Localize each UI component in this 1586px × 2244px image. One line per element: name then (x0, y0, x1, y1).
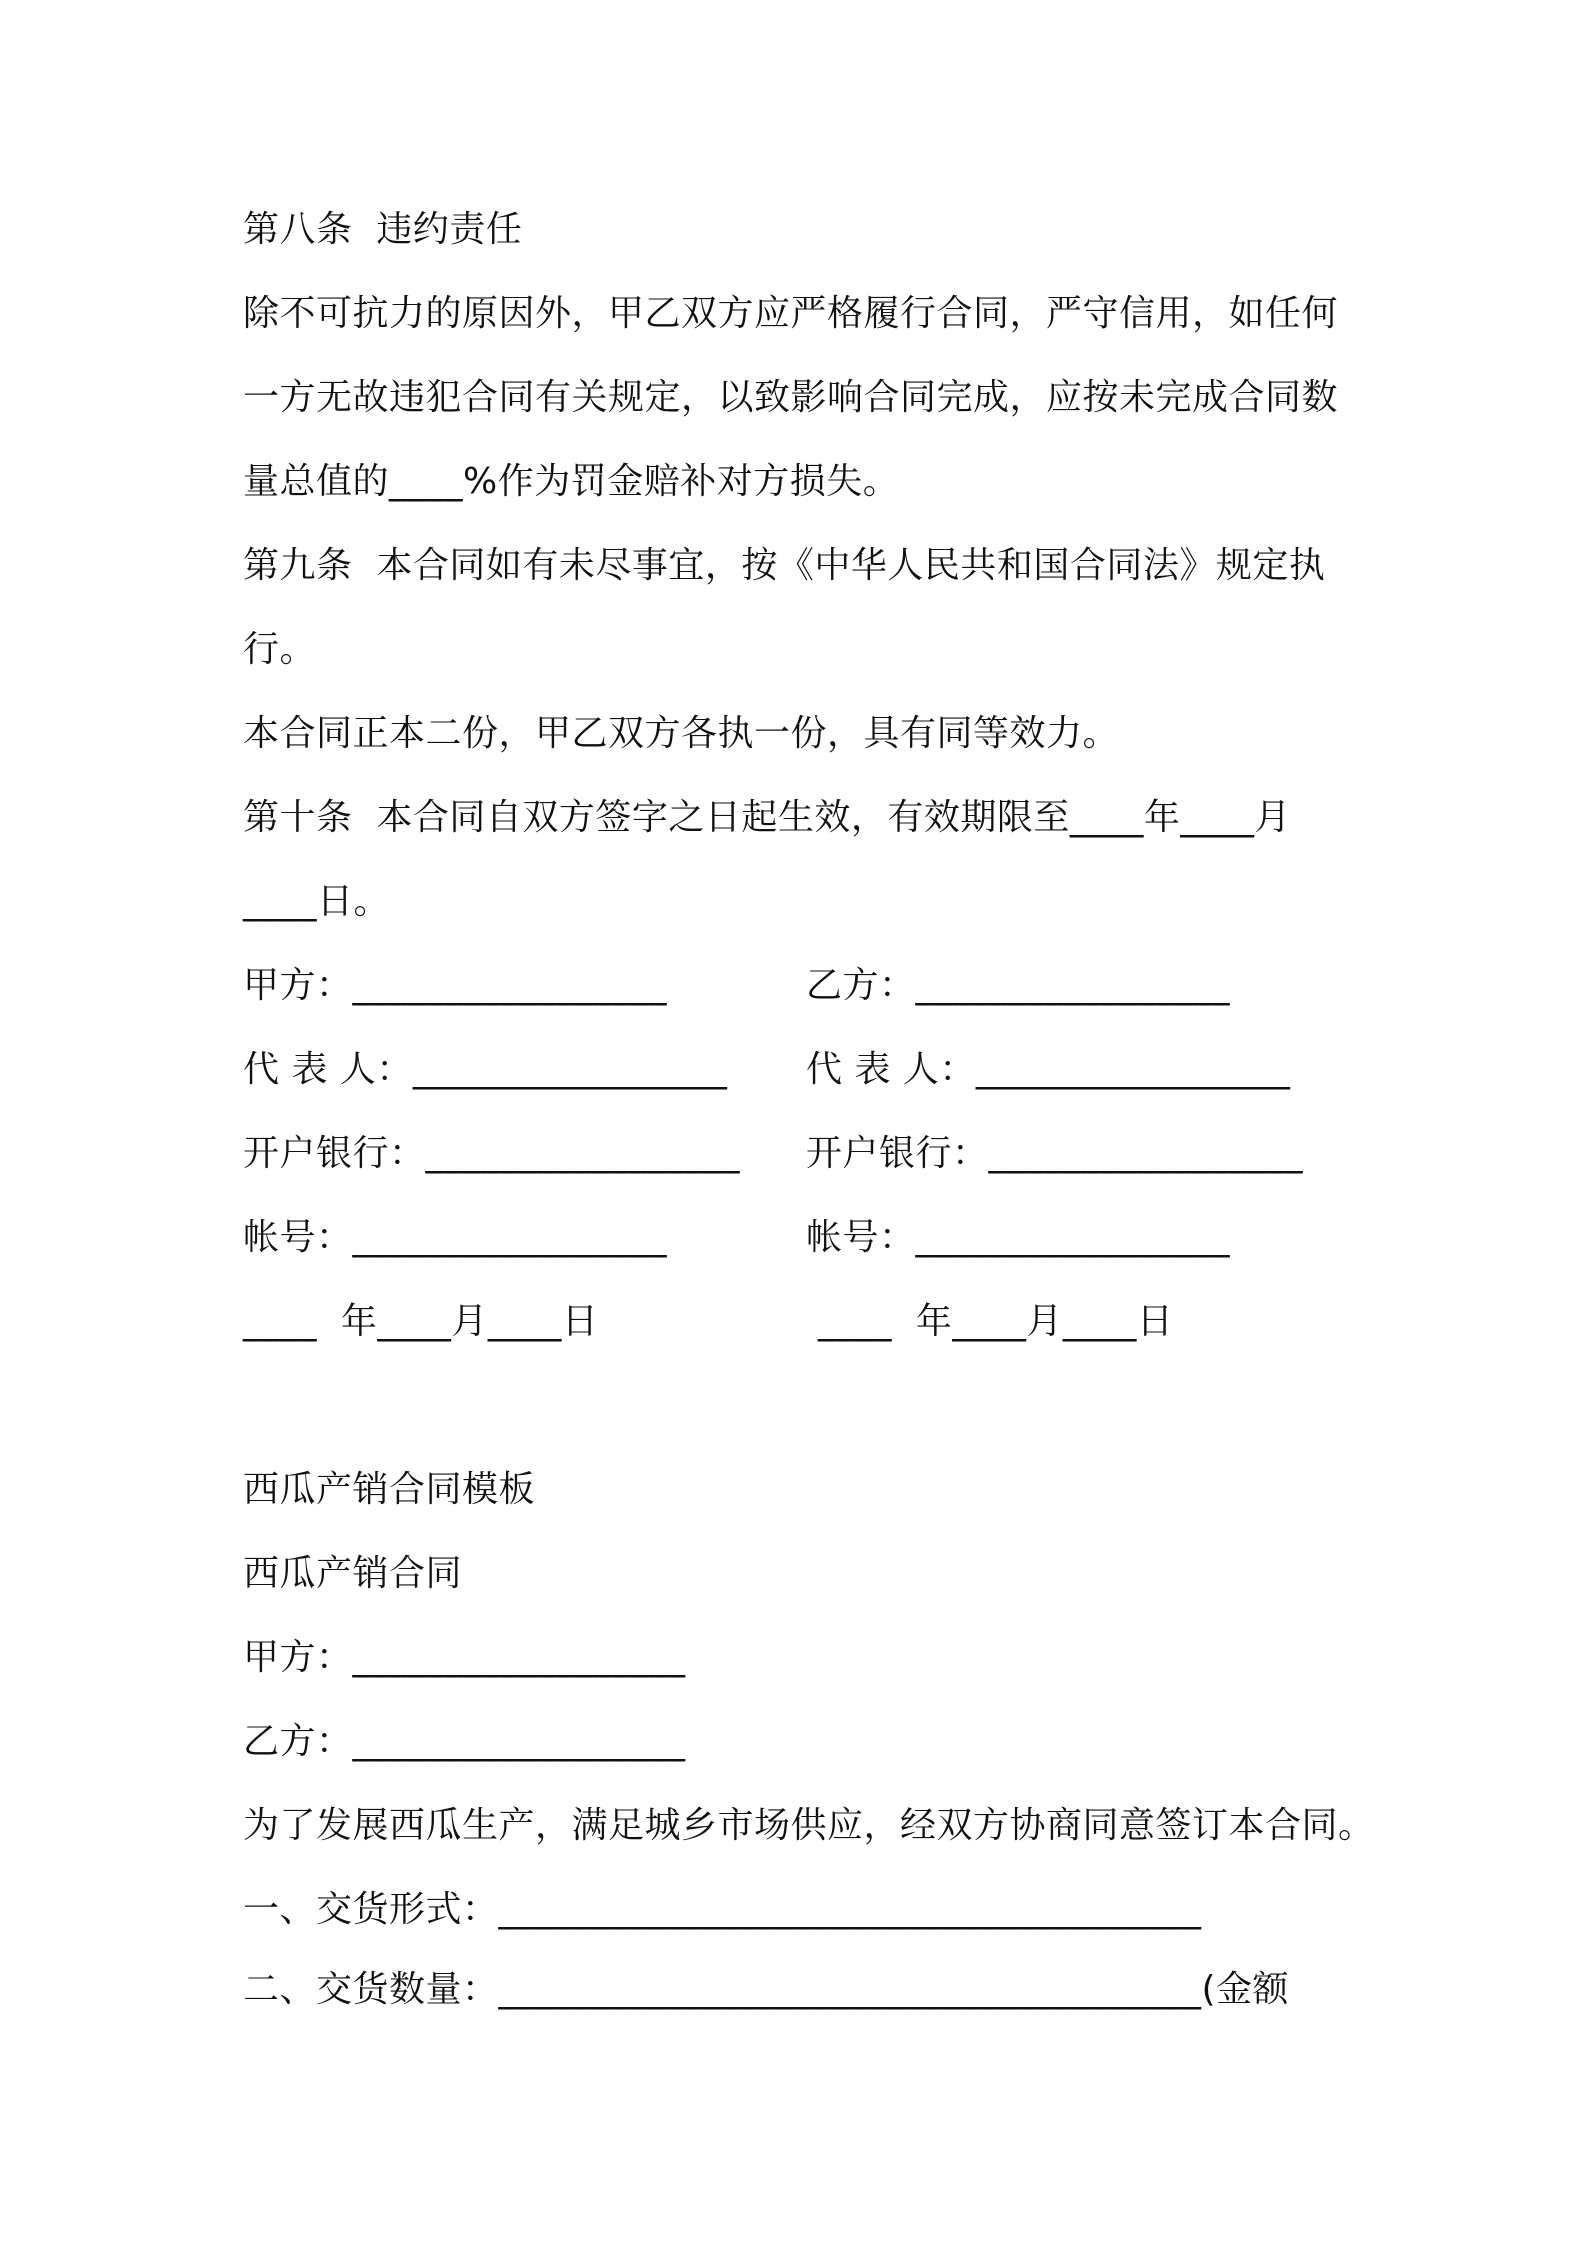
template-subtitle: 西瓜产销合同 (243, 1553, 463, 1594)
party-a-date-field: ____ 年____月____日 (243, 1301, 599, 1342)
article-9-line-2: 行。 (243, 629, 317, 670)
party-b-date-field: ____ 年____月____日 (806, 1301, 1174, 1342)
article-8-line-2: 一方无故违犯合同有关规定，以致影响合同完成，应按未完成合同数 (243, 377, 1339, 418)
party-a-account-field: 帐号：_________________ (243, 1217, 668, 1258)
party-a-field: 甲方：_________________ (243, 965, 668, 1006)
article-8-line-3: 量总值的____%作为罚金赔补对方损失。 (243, 461, 900, 502)
template-intro: 为了发展西瓜生产，满足城乡市场供应，经双方协商同意签订本合同。 (243, 1805, 1375, 1846)
article-10-line-2: ____日。 (243, 881, 391, 922)
party-b-field: 乙方：_________________ (806, 965, 1231, 1006)
article-9-line-1: 第九条 本合同如有未尽事宜，按《中华人民共和国合同法》规定执 (243, 545, 1326, 586)
copies-text: 本合同正本二份，甲乙双方各执一份，具有同等效力。 (243, 713, 1120, 754)
template-item-delivery-quantity: 二、交货数量：______________________________________(金额 (243, 1969, 1290, 2010)
template-party-b-field: 乙方：__________________ (243, 1721, 686, 1762)
party-b-representative-field: 代 表 人：_________________ (806, 1049, 1291, 1090)
party-a-bank-field: 开户银行：_________________ (243, 1133, 741, 1174)
party-b-account-field: 帐号：_________________ (806, 1217, 1231, 1258)
template-item-delivery-form: 一、交货形式：______________________________________ (243, 1889, 1202, 1930)
party-a-representative-field: 代 表 人：_________________ (243, 1049, 728, 1090)
article-8-heading: 第八条 违约责任 (243, 209, 523, 250)
template-party-a-field: 甲方：__________________ (243, 1637, 686, 1678)
template-title: 西瓜产销合同模板 (243, 1469, 536, 1510)
article-10-line-1: 第十条 本合同自双方签字之日起生效，有效期限至____年____月 (243, 797, 1291, 838)
article-8-line-1: 除不可抗力的原因外，甲乙双方应严格履行合同，严守信用，如任何 (243, 293, 1339, 334)
party-b-bank-field: 开户银行：_________________ (806, 1133, 1304, 1174)
